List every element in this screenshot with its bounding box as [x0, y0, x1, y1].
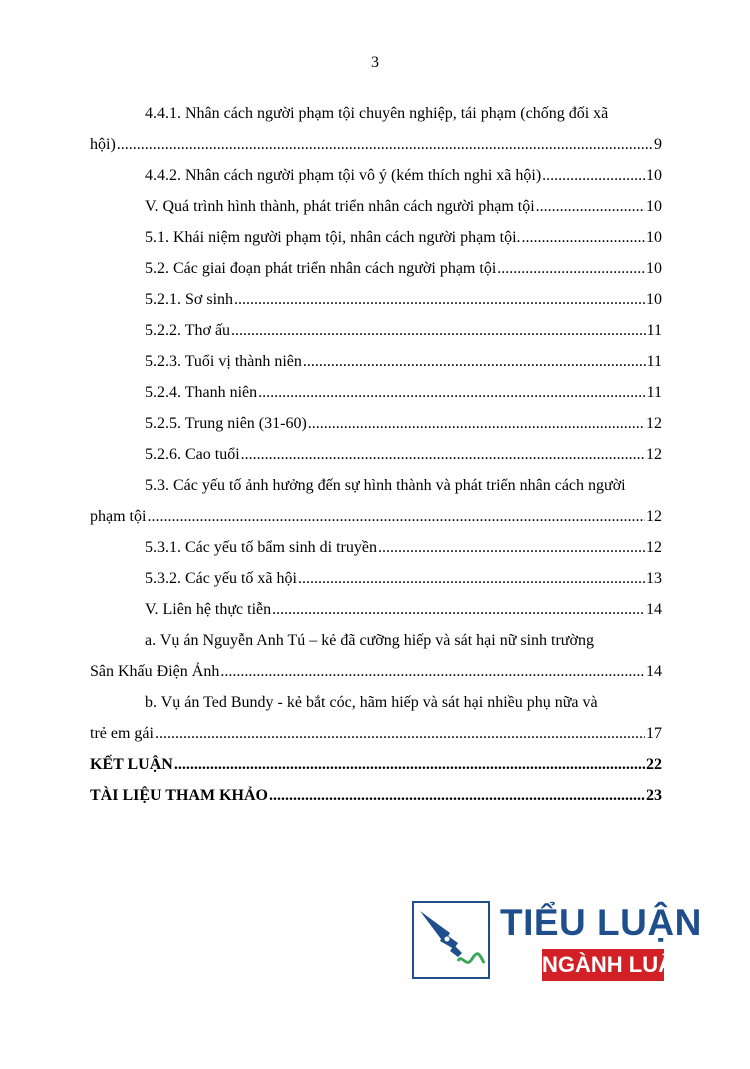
toc-entry: [90, 253, 662, 284]
toc-row: [90, 501, 662, 532]
toc-page-number: 13: [646, 570, 662, 587]
toc-row: [90, 191, 662, 222]
toc-row: [90, 408, 662, 439]
toc-entry: [90, 563, 662, 594]
toc-entry: [90, 160, 662, 191]
toc-row: [90, 780, 662, 811]
toc-entry-title: 5.3.1. Các yếu tố bẩm sinh di truyền: [145, 539, 377, 556]
toc-row: [90, 253, 662, 284]
toc-leader-dots: [272, 594, 645, 625]
toc-entry: [90, 625, 662, 687]
toc-entry: [90, 191, 662, 222]
toc-leader-dots: [231, 315, 646, 346]
toc-entry: [90, 687, 662, 749]
toc-entry: [90, 346, 662, 377]
toc-page-number: 11: [646, 384, 662, 401]
toc-entry: [90, 470, 662, 532]
toc-page-number: 11: [646, 322, 662, 339]
toc-leader-dots: [303, 346, 646, 377]
toc-page-number: 14: [646, 663, 662, 680]
toc-row: [90, 532, 662, 563]
toc-page-number: 11: [646, 353, 662, 370]
toc-entry-title: KẾT LUẬN: [90, 756, 173, 773]
toc-entry: [90, 439, 662, 470]
toc-entry-title-continuation: Sân Khấu Điện Ảnh: [90, 663, 220, 680]
toc-entry: [90, 749, 662, 780]
toc-page-number: 10: [646, 260, 662, 277]
toc-page-number: 10: [646, 167, 662, 184]
toc-leader-dots: [241, 439, 645, 470]
logo-subtitle: NGÀNH LUẬT: [542, 949, 664, 981]
toc-row: [90, 563, 662, 594]
toc-row: [90, 594, 662, 625]
toc-leader-dots: [542, 160, 645, 191]
toc-page-number: 12: [646, 539, 662, 556]
toc-leader-dots: [258, 377, 645, 408]
toc-entry-title-line: b. Vụ án Ted Bundy - kẻ bắt cóc, hãm hiếp và sát hại nhiều phụ nữa và: [145, 694, 598, 711]
toc-row: [90, 377, 662, 408]
toc-entry-title: 5.2.6. Cao tuổi: [145, 446, 240, 463]
toc-entry-title-line: 5.3. Các yếu tố ảnh hưởng đến sự hình thành và phát triển nhân cách người: [145, 477, 626, 494]
toc-entry: [90, 594, 662, 625]
toc-row: [90, 749, 662, 780]
toc-row: [90, 160, 662, 191]
toc-page-number: 12: [646, 446, 662, 463]
toc-page-number: 10: [646, 198, 662, 215]
toc-row: [90, 315, 662, 346]
toc-entry-title: 5.2. Các giai đoạn phát triển nhân cách người phạm tội: [145, 260, 497, 277]
toc-entry: [90, 284, 662, 315]
toc-entry-title: 5.1. Khái niệm người phạm tội, nhân cách người phạm tội.: [145, 229, 521, 246]
toc-leader-dots: [155, 718, 645, 749]
toc-entry-title: TÀI LIỆU THAM KHẢO: [90, 787, 268, 804]
toc-page-number: 23: [646, 787, 662, 804]
toc-page-number: 10: [646, 229, 662, 246]
toc-entry: [90, 315, 662, 346]
toc-entry-title: 5.3.2. Các yếu tố xã hội: [145, 570, 297, 587]
toc-entry-title: V. Liên hệ thực tiễn: [145, 601, 272, 618]
toc-entry-title-line: a. Vụ án Nguyễn Anh Tú – kẻ đã cưỡng hiếp và sát hại nữ sinh trường: [145, 632, 594, 649]
toc-entry-title: 5.2.5. Trung niên (31-60): [145, 415, 307, 432]
logo-emblem: [412, 901, 490, 979]
page-number: 3: [371, 54, 379, 71]
toc-entry: [90, 780, 662, 811]
toc-entry-title-line: 4.4.1. Nhân cách người phạm tội chuyên nghiệp, tái phạm (chống đối xã: [145, 105, 609, 122]
toc-leader-dots: [536, 191, 645, 222]
toc-entry-title: 4.4.2. Nhân cách người phạm tội vô ý (kém thích nghi xã hội): [145, 167, 542, 184]
toc-row: [90, 656, 662, 687]
toc-leader-dots: [308, 408, 645, 439]
toc-leader-dots: [220, 656, 645, 687]
toc-page-number: 10: [646, 291, 662, 308]
toc-row: [90, 718, 662, 749]
toc-leader-dots: [269, 780, 645, 811]
toc-entry-title: 5.2.1. Sơ sinh: [145, 291, 234, 308]
toc-entry-title: 5.2.4. Thanh niên: [145, 384, 258, 401]
toc-leader-dots: [174, 749, 645, 780]
toc-entry-title-continuation: hội): [90, 136, 116, 153]
toc-entry: [90, 222, 662, 253]
toc-entry-title-continuation: trẻ em gái: [90, 725, 154, 742]
toc-leader-dots: [378, 532, 645, 563]
toc-leader-dots: [522, 222, 645, 253]
toc-entry-title: V. Quá trình hình thành, phát triển nhân cách người phạm tội: [145, 198, 535, 215]
toc-row: [90, 222, 662, 253]
toc-entry: [90, 377, 662, 408]
toc-row: [90, 284, 662, 315]
toc-entry: [90, 98, 662, 160]
toc-leader-dots: [117, 129, 653, 160]
logo: [412, 901, 702, 983]
toc-page-number: 9: [654, 136, 662, 153]
toc-page-number: 12: [646, 415, 662, 432]
toc-entry: [90, 532, 662, 563]
toc-entry-title: 5.2.2. Thơ ấu: [145, 322, 231, 339]
logo-title: TIỂU LUẬN: [500, 902, 702, 943]
toc-page-number: 12: [646, 508, 662, 525]
toc-page-number: 17: [646, 725, 662, 742]
toc-row: [90, 439, 662, 470]
toc-leader-dots: [298, 563, 645, 594]
fountain-pen-nib-icon: [414, 903, 488, 977]
toc-page-number: 22: [646, 756, 662, 773]
toc-entry: [90, 408, 662, 439]
toc-entry-title-continuation: phạm tội: [90, 508, 147, 525]
toc-leader-dots: [234, 284, 645, 315]
toc-entry-title: 5.2.3. Tuổi vị thành niên: [145, 353, 302, 370]
toc-page-number: 14: [646, 601, 662, 618]
table-of-contents: [90, 98, 662, 811]
toc-row: [90, 346, 662, 377]
toc-leader-dots: [147, 501, 645, 532]
toc-row: [90, 129, 662, 160]
toc-leader-dots: [497, 253, 645, 284]
